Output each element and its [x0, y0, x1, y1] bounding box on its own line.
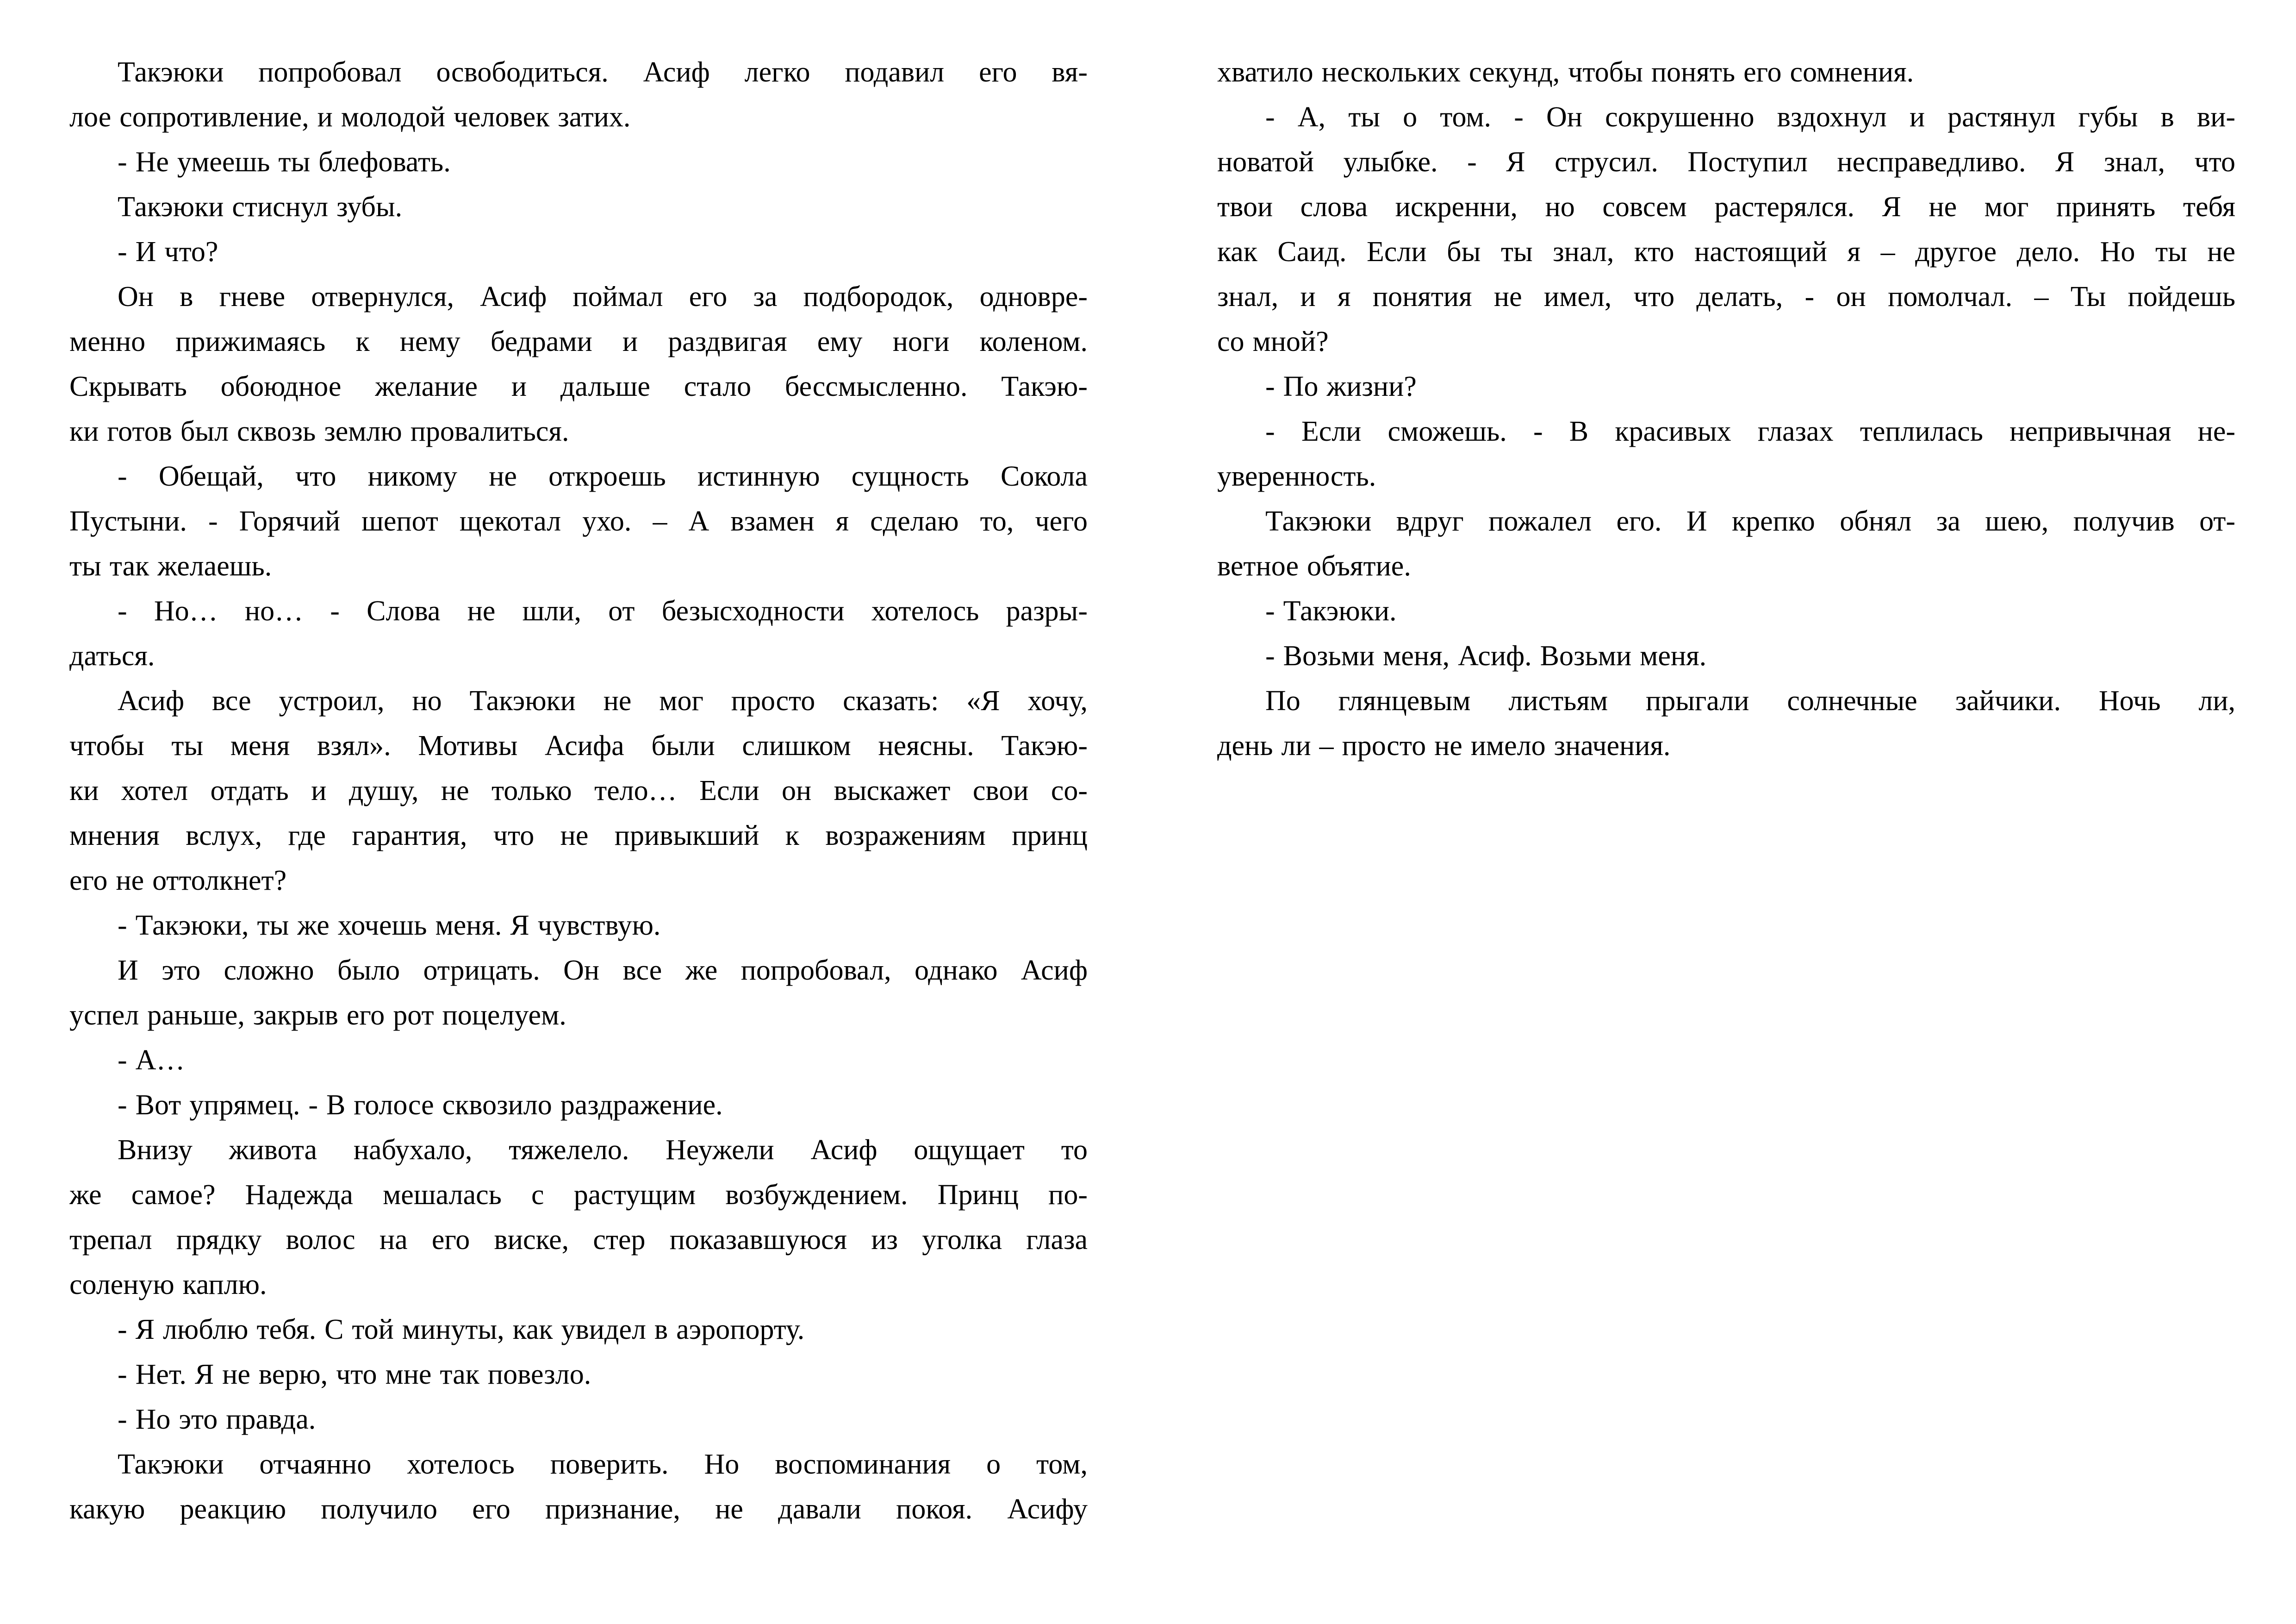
- text-line: его не оттолкнет?: [69, 865, 287, 896]
- text-line: - Но это правда.: [118, 1404, 316, 1435]
- text-line: - Я люблю тебя. С той минуты, как увидел в аэропорту.: [118, 1314, 805, 1345]
- text-line: - И что?: [118, 236, 218, 268]
- text-line: - Не умеешь ты блефовать.: [118, 146, 451, 178]
- text-line: - Нет. Я не верю, что мне так повезло.: [118, 1359, 591, 1390]
- page-body: [69, 50, 2235, 1532]
- text-line: ты так желаешь.: [69, 550, 272, 582]
- text-line: день ли – просто не имело значения.: [1217, 730, 1671, 762]
- text-line: - Такэюки, ты же хочешь меня. Я чувствую.: [118, 910, 661, 941]
- text-line: твои слова искренни, но совсем растерялся. Я не мог принять тебя: [1217, 191, 2235, 223]
- text-line: Такэюки стиснул зубы.: [118, 191, 403, 223]
- text-line: знал, и я понятия не имел, что делать, - он помолчал. – Ты пойдешь: [1217, 281, 2235, 312]
- text-line: Такэюки вдруг пожалел его. И крепко обнял за шею, получив от-: [1265, 506, 2235, 537]
- text-line: - А…: [118, 1044, 185, 1076]
- text-line: лое сопротивление, и молодой человек затих.: [69, 101, 631, 133]
- text-line: - Но… но… - Слова не шли, от безысходности хотелось разры-: [118, 595, 1088, 627]
- text-line: ветное объятие.: [1217, 550, 1411, 582]
- text-line: - Вот упрямец. - В голосе сквозило раздражение.: [118, 1089, 723, 1121]
- text-line: со мной?: [1217, 326, 1329, 357]
- text-line: Такэюки попробовал освободиться. Асиф легко подавил его вя-: [118, 56, 1088, 88]
- text-line: Пустыни. - Горячий шепот щекотал ухо. – А взамен я сделаю то, чего: [69, 506, 1088, 537]
- text-line: менно прижимаясь к нему бедрами и раздвигая ему ноги коленом.: [69, 326, 1088, 357]
- text-column-right: [1217, 50, 2235, 1532]
- text-line: как Саид. Если бы ты знал, кто настоящий я – другое дело. Но ты не: [1217, 236, 2235, 268]
- text-line: Скрывать обоюдное желание и дальше стало бессмысленно. Такэю-: [69, 371, 1088, 402]
- text-line: чтобы ты меня взял». Мотивы Асифа были слишком неясны. Такэю-: [69, 730, 1088, 762]
- text-line: И это сложно было отрицать. Он все же попробовал, однако Асиф: [118, 955, 1088, 986]
- text-line: - Если сможешь. - В красивых глазах теплилась непривычная не-: [1265, 416, 2235, 447]
- text-line: мнения вслух, где гарантия, что не привыкший к возражениям принц: [69, 820, 1088, 851]
- text-line: новатой улыбке. - Я струсил. Поступил несправедливо. Я знал, что: [1217, 146, 2235, 178]
- text-line: же самое? Надежда мешалась с растущим возбуждением. Принц по-: [69, 1179, 1088, 1211]
- text-line: уверенность.: [1217, 461, 1376, 492]
- text-line: По глянцевым листьям прыгали солнечные зайчики. Ночь ли,: [1265, 685, 2235, 717]
- text-line: - Такэюки.: [1265, 595, 1397, 627]
- text-line: - Возьми меня, Асиф. Возьми меня.: [1265, 640, 1707, 672]
- text-line: хватило нескольких секунд, чтобы понять его сомнения.: [1217, 56, 1914, 88]
- text-line: - По жизни?: [1265, 371, 1417, 402]
- text-line: соленую каплю.: [69, 1269, 267, 1300]
- text-line: ки готов был сквозь землю провалиться.: [69, 416, 569, 447]
- text-line: какую реакцию получило его признание, не давали покоя. Асифу: [69, 1493, 1088, 1525]
- text-line: трепал прядку волос на его виске, стер показавшуюся из уголка глаза: [69, 1224, 1088, 1255]
- text-line: Такэюки отчаянно хотелось поверить. Но воспоминания о том,: [118, 1449, 1088, 1480]
- text-line: - А, ты о том. - Он сокрушенно вздохнул и растянул губы в ви-: [1265, 101, 2235, 133]
- text-line: - Обещай, что никому не откроешь истинную сущность Сокола: [118, 461, 1088, 492]
- text-line: даться.: [69, 640, 155, 672]
- text-line: Асиф все устроил, но Такэюки не мог просто сказать: «Я хочу,: [118, 685, 1088, 717]
- text-line: Он в гневе отвернулся, Асиф поймал его за подбородок, одновре-: [118, 281, 1088, 312]
- text-line: ки хотел отдать и душу, не только тело… Если он выскажет свои со-: [69, 775, 1088, 806]
- text-line: Внизу живота набухало, тяжелело. Неужели Асиф ощущает то: [118, 1134, 1088, 1166]
- text-column-left: [69, 50, 1088, 1532]
- text-line: успел раньше, закрыв его рот поцелуем.: [69, 999, 566, 1031]
